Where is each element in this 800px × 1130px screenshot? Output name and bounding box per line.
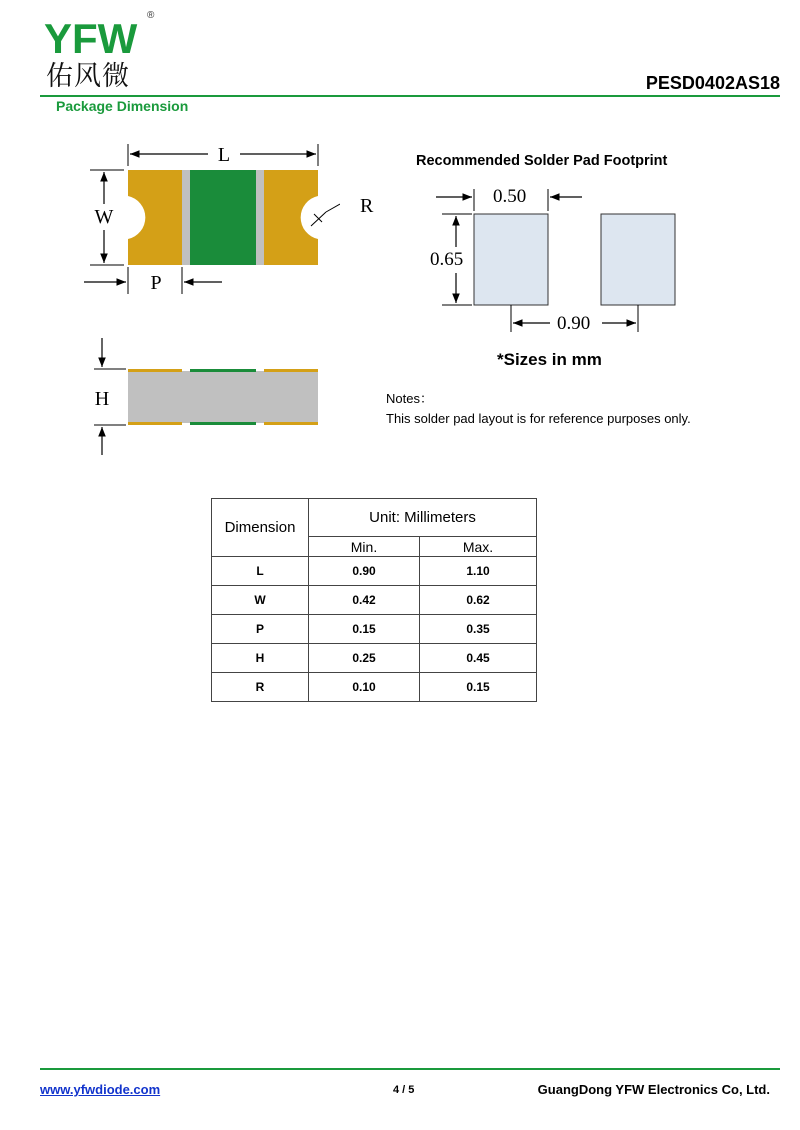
side-body-bottom bbox=[190, 422, 256, 425]
table-row bbox=[212, 586, 537, 615]
right-terminal bbox=[264, 170, 318, 265]
cell-min: 0.25 bbox=[309, 644, 420, 673]
col-header-unit: Unit: Millimeters bbox=[309, 499, 537, 537]
logo-chinese-name: 佑风微 bbox=[46, 61, 130, 92]
cell-max: 0.35 bbox=[420, 615, 537, 644]
dim-label-H: H bbox=[94, 388, 110, 410]
left-gap bbox=[182, 170, 190, 265]
registered-mark: ® bbox=[147, 10, 155, 21]
footprint-title: Recommended Solder Pad Footprint bbox=[416, 153, 668, 169]
cell-max: 0.15 bbox=[420, 673, 537, 702]
cell-min: 0.90 bbox=[309, 557, 420, 586]
side-right-terminal-top bbox=[264, 369, 318, 372]
right-gap bbox=[256, 170, 264, 265]
dim-label-W: W bbox=[94, 206, 114, 228]
cell-dim: W bbox=[212, 586, 309, 615]
package-drawing bbox=[70, 130, 340, 460]
part-number: PESD0402AS18 bbox=[645, 73, 780, 93]
table-row bbox=[212, 615, 537, 644]
dim-label-P: P bbox=[150, 272, 162, 294]
cell-min: 0.15 bbox=[309, 615, 420, 644]
cell-min: 0.42 bbox=[309, 586, 420, 615]
dim-label-R: R bbox=[360, 195, 374, 217]
footprint-dim-height: 0.65 bbox=[430, 249, 464, 270]
component-body bbox=[190, 170, 256, 265]
footer-divider bbox=[40, 1068, 780, 1070]
dimension-table bbox=[211, 498, 537, 702]
side-body bbox=[128, 371, 318, 423]
side-right-terminal-bottom bbox=[264, 422, 318, 425]
solder-pad-right bbox=[601, 214, 675, 305]
top-view bbox=[84, 144, 340, 294]
solder-pad-left bbox=[474, 214, 548, 305]
side-body-top bbox=[190, 369, 256, 372]
table-row bbox=[212, 557, 537, 586]
table-row bbox=[212, 644, 537, 673]
col-header-max: Max. bbox=[420, 537, 537, 557]
footprint-dim-pitch: 0.90 bbox=[557, 313, 591, 334]
website-link[interactable]: www.yfwdiode.com bbox=[40, 1082, 161, 1097]
cell-max: 1.10 bbox=[420, 557, 537, 586]
cell-max: 0.62 bbox=[420, 586, 537, 615]
side-view bbox=[94, 338, 318, 455]
col-header-min: Min. bbox=[309, 537, 420, 557]
cell-max: 0.45 bbox=[420, 644, 537, 673]
col-header-dimension: Dimension bbox=[212, 499, 309, 557]
cell-dim: H bbox=[212, 644, 309, 673]
dim-label-L: L bbox=[217, 144, 231, 166]
notes-label: Notes： bbox=[386, 391, 433, 406]
section-title: Package Dimension bbox=[56, 98, 189, 114]
cell-dim: P bbox=[212, 615, 309, 644]
notes-text: This solder pad layout is for reference purposes only. bbox=[386, 411, 691, 426]
cell-dim: L bbox=[212, 557, 309, 586]
side-left-terminal-bottom bbox=[128, 422, 182, 425]
cell-min: 0.10 bbox=[309, 673, 420, 702]
logo-text: YFW bbox=[44, 15, 138, 62]
left-terminal bbox=[128, 170, 182, 265]
footprint-dim-width: 0.50 bbox=[493, 186, 527, 207]
company-name: GuangDong YFW Electronics Co, Ltd. bbox=[537, 1082, 770, 1097]
side-left-terminal-top bbox=[128, 369, 182, 372]
header-divider bbox=[40, 95, 780, 97]
sizes-note: *Sizes in mm bbox=[497, 350, 602, 369]
cell-dim: R bbox=[212, 673, 309, 702]
page-number: 4 / 5 bbox=[393, 1084, 415, 1096]
table-row bbox=[212, 673, 537, 702]
